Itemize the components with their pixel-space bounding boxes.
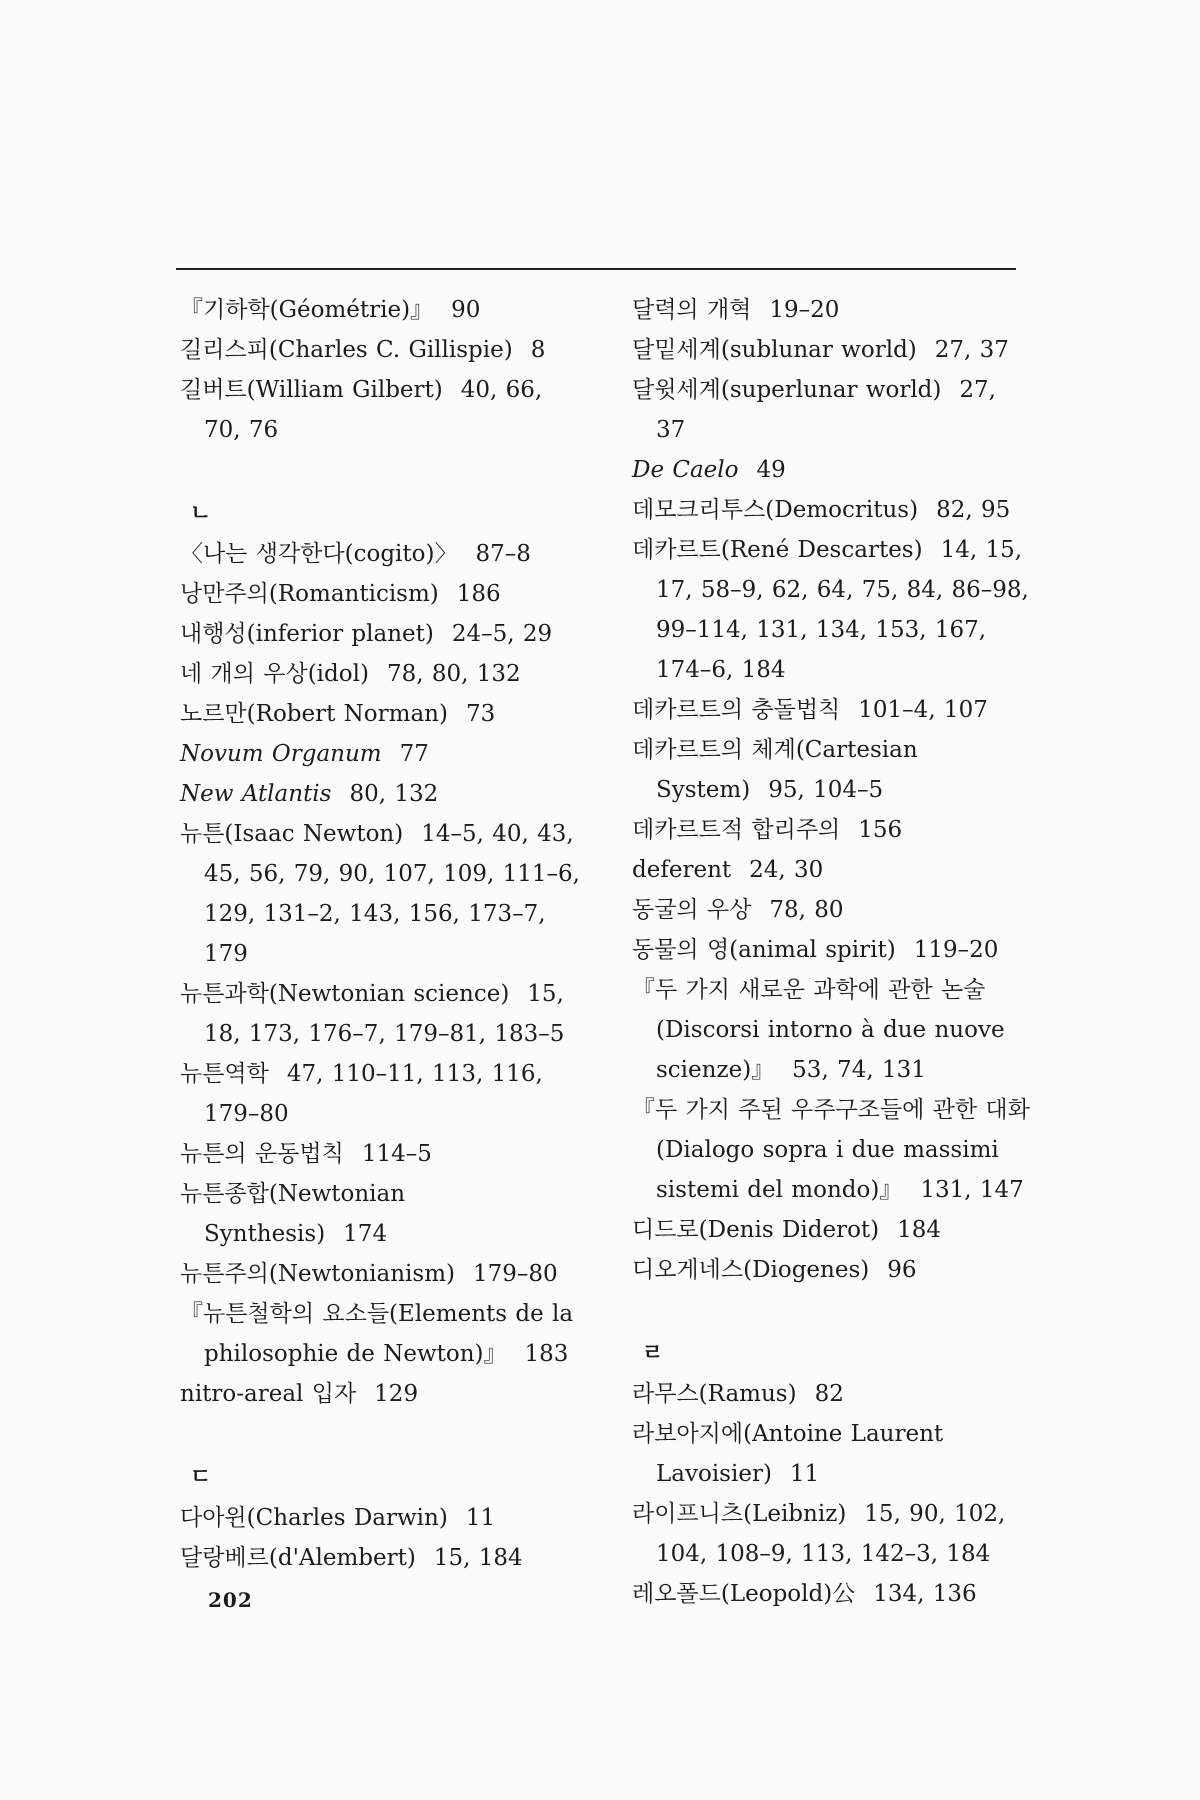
page-references: 19–20	[769, 297, 840, 323]
page-references: 134, 136	[873, 1581, 977, 1607]
index-term: 뉴튼종합(Newtonian Synthesis)	[180, 1181, 406, 1247]
index-entry	[180, 734, 580, 774]
page-references: 174	[343, 1221, 388, 1247]
index-entry	[180, 574, 580, 614]
index-entry	[632, 1494, 1032, 1574]
index-term: 라보아지에(Antoine Laurent Lavoisier)	[632, 1421, 944, 1487]
page-references: 27, 37	[656, 377, 996, 443]
index-term: 데카르트적 합리주의	[632, 817, 841, 843]
page-references: 78, 80	[769, 897, 844, 923]
index-term: 디오게네스(Diogenes)	[632, 1257, 870, 1283]
page-references: 80, 132	[349, 781, 439, 807]
index-entry	[632, 370, 1032, 450]
index-entry	[180, 654, 580, 694]
index-entry	[632, 1574, 1032, 1614]
index-entry	[632, 290, 1032, 330]
section-letter-heading: ㄹ	[642, 1341, 664, 1366]
index-term: De Caelo	[632, 457, 739, 483]
index-entry	[180, 1374, 580, 1414]
page-references: 101–4, 107	[858, 697, 988, 723]
page-references: 90	[451, 297, 481, 323]
page-references: 95, 104–5	[768, 777, 884, 803]
index-entry	[180, 1254, 580, 1294]
index-term: 뉴튼(Isaac Newton)	[180, 821, 404, 847]
index-term: nitro-areal 입자	[180, 1381, 357, 1407]
index-entry	[180, 330, 580, 370]
index-term: deferent	[632, 857, 732, 883]
page-references: 14–5, 40, 43, 45, 56, 79, 90, 107, 109, 111–6, 129, 131–2, 143, 156, 173–7, 179	[204, 821, 580, 967]
index-term: 동굴의 우상	[632, 897, 752, 923]
page-references: 11	[789, 1461, 820, 1487]
index-term: 『뉴튼철학의 요소들(Elements de la philosophie de Newton)』	[180, 1301, 574, 1367]
page-references: 15, 90, 102, 104, 108–9, 113, 142–3, 184	[656, 1501, 1006, 1567]
index-term: 동물의 영(animal spirit)	[632, 937, 896, 963]
index-entry	[632, 1090, 1032, 1210]
index-entry	[632, 890, 1032, 930]
section-gap	[180, 1414, 580, 1458]
page-references: 114–5	[361, 1141, 432, 1167]
top-rule	[176, 268, 1016, 270]
index-term: 뉴튼의 운동법칙	[180, 1141, 344, 1167]
index-entry	[632, 690, 1032, 730]
index-term: 다아윈(Charles Darwin)	[180, 1505, 448, 1531]
index-entry	[632, 730, 1032, 810]
index-term: 디드로(Denis Diderot)	[632, 1217, 880, 1243]
index-term: 데모크리투스(Democritus)	[632, 497, 919, 523]
page-references: 73	[465, 701, 496, 727]
page-references: 40, 66, 70, 76	[204, 377, 543, 443]
index-entry	[180, 814, 580, 974]
index-term: Novum Organum	[180, 741, 382, 767]
index-term: 노르만(Robert Norman)	[180, 701, 448, 727]
index-term: 데카르트의 충돌법칙	[632, 697, 841, 723]
index-entry	[180, 774, 580, 814]
page-references: 131, 147	[920, 1177, 1024, 1203]
index-term: 길리스피(Charles C. Gillispie)	[180, 337, 513, 363]
index-term: 달윗세계(superlunar world)	[632, 377, 942, 403]
page-references: 183	[524, 1341, 569, 1367]
index-entry	[180, 1174, 580, 1254]
index-column-right	[632, 290, 1032, 1614]
page-references: 87–8	[475, 541, 531, 567]
section-letter-heading: ㄷ	[190, 1465, 212, 1490]
index-term: 『두 가지 새로운 과학에 관한 논술(Discorsi intorno à due nuove scienze)』	[632, 977, 1005, 1083]
page-references: 24, 30	[749, 857, 824, 883]
page-references: 15, 18, 173, 176–7, 179–81, 183–5	[204, 981, 565, 1047]
index-term: 라이프니츠(Leibniz)	[632, 1501, 847, 1527]
page-references: 96	[887, 1257, 917, 1283]
page-references: 119–20	[913, 937, 999, 963]
page-references: 15, 184	[433, 1545, 523, 1571]
index-term: 낭만주의(Romanticism)	[180, 581, 439, 607]
index-term: 달력의 개혁	[632, 297, 752, 323]
page-references: 129	[374, 1381, 419, 1407]
index-term: 『두 가지 주된 우주구조들에 관한 대화(Dialogo sopra i due massimi sistemi del mondo)』	[632, 1097, 1030, 1203]
index-entry	[180, 370, 580, 450]
index-entry	[180, 614, 580, 654]
index-entry	[180, 290, 580, 330]
page-references: 186	[456, 581, 501, 607]
page-references: 53, 74, 131	[792, 1057, 926, 1083]
index-term: 네 개의 우상(idol)	[180, 661, 369, 687]
index-entry	[632, 1374, 1032, 1414]
index-term: 〈나는 생각한다(cogito)〉	[180, 541, 458, 567]
page-references: 82, 95	[936, 497, 1011, 523]
index-entry	[632, 530, 1032, 690]
page-references: 47, 110–11, 113, 116, 179–80	[204, 1061, 543, 1127]
page-references: 82	[814, 1381, 844, 1407]
index-term: 내행성(inferior planet)	[180, 621, 434, 647]
index-term: 레오폴드(Leopold)公	[632, 1581, 856, 1607]
section-gap	[632, 1290, 1032, 1334]
section-letter-heading: ㄴ	[190, 501, 212, 526]
index-entry	[632, 1414, 1032, 1494]
index-term: 뉴튼역학	[180, 1061, 269, 1087]
page-references: 11	[465, 1505, 496, 1531]
page-references: 14, 15, 17, 58–9, 62, 64, 75, 84, 86–98, 99–114, 131, 134, 153, 167, 174–6, 184	[656, 537, 1029, 683]
index-entry	[180, 1054, 580, 1134]
page-references: 8	[530, 337, 546, 363]
index-term: 뉴튼과학(Newtonian science)	[180, 981, 510, 1007]
index-entry	[180, 1134, 580, 1174]
index-term: 뉴튼주의(Newtonianism)	[180, 1261, 455, 1287]
index-term: 데카르트(René Descartes)	[632, 537, 923, 563]
page-references: 49	[756, 457, 786, 483]
index-term: 달밑세계(sublunar world)	[632, 337, 917, 363]
page-references: 24–5, 29	[451, 621, 553, 647]
index-entry	[180, 1294, 580, 1374]
index-column-left	[180, 290, 580, 1578]
index-term: New Atlantis	[180, 781, 332, 807]
page-references: 184	[897, 1217, 942, 1243]
index-entry	[180, 534, 580, 574]
index-entry	[632, 810, 1032, 850]
index-entry	[632, 850, 1032, 890]
index-entry	[180, 974, 580, 1054]
index-entry	[180, 1498, 580, 1538]
page-references: 27, 37	[934, 337, 1009, 363]
index-term: 라무스(Ramus)	[632, 1381, 797, 1407]
index-entry	[632, 330, 1032, 370]
page-references: 156	[858, 817, 903, 843]
index-entry	[632, 1210, 1032, 1250]
index-term: 데카르트의 체계(Cartesian System)	[632, 737, 918, 803]
section-gap	[180, 450, 580, 494]
index-term: 길버트(William Gilbert)	[180, 377, 443, 403]
page-number: 202	[208, 1588, 253, 1612]
index-entry	[632, 490, 1032, 530]
index-entry	[632, 930, 1032, 970]
index-term: 『기하학(Géométrie)』	[180, 297, 434, 323]
page-references: 179–80	[473, 1261, 558, 1287]
index-entry	[632, 450, 1032, 490]
index-entry	[180, 1538, 580, 1578]
index-term: 달랑베르(d'Alembert)	[180, 1545, 416, 1571]
page-references: 78, 80, 132	[386, 661, 521, 687]
index-entry	[180, 694, 580, 734]
page-references: 77	[399, 741, 429, 767]
index-entry	[632, 970, 1032, 1090]
index-entry	[632, 1250, 1032, 1290]
